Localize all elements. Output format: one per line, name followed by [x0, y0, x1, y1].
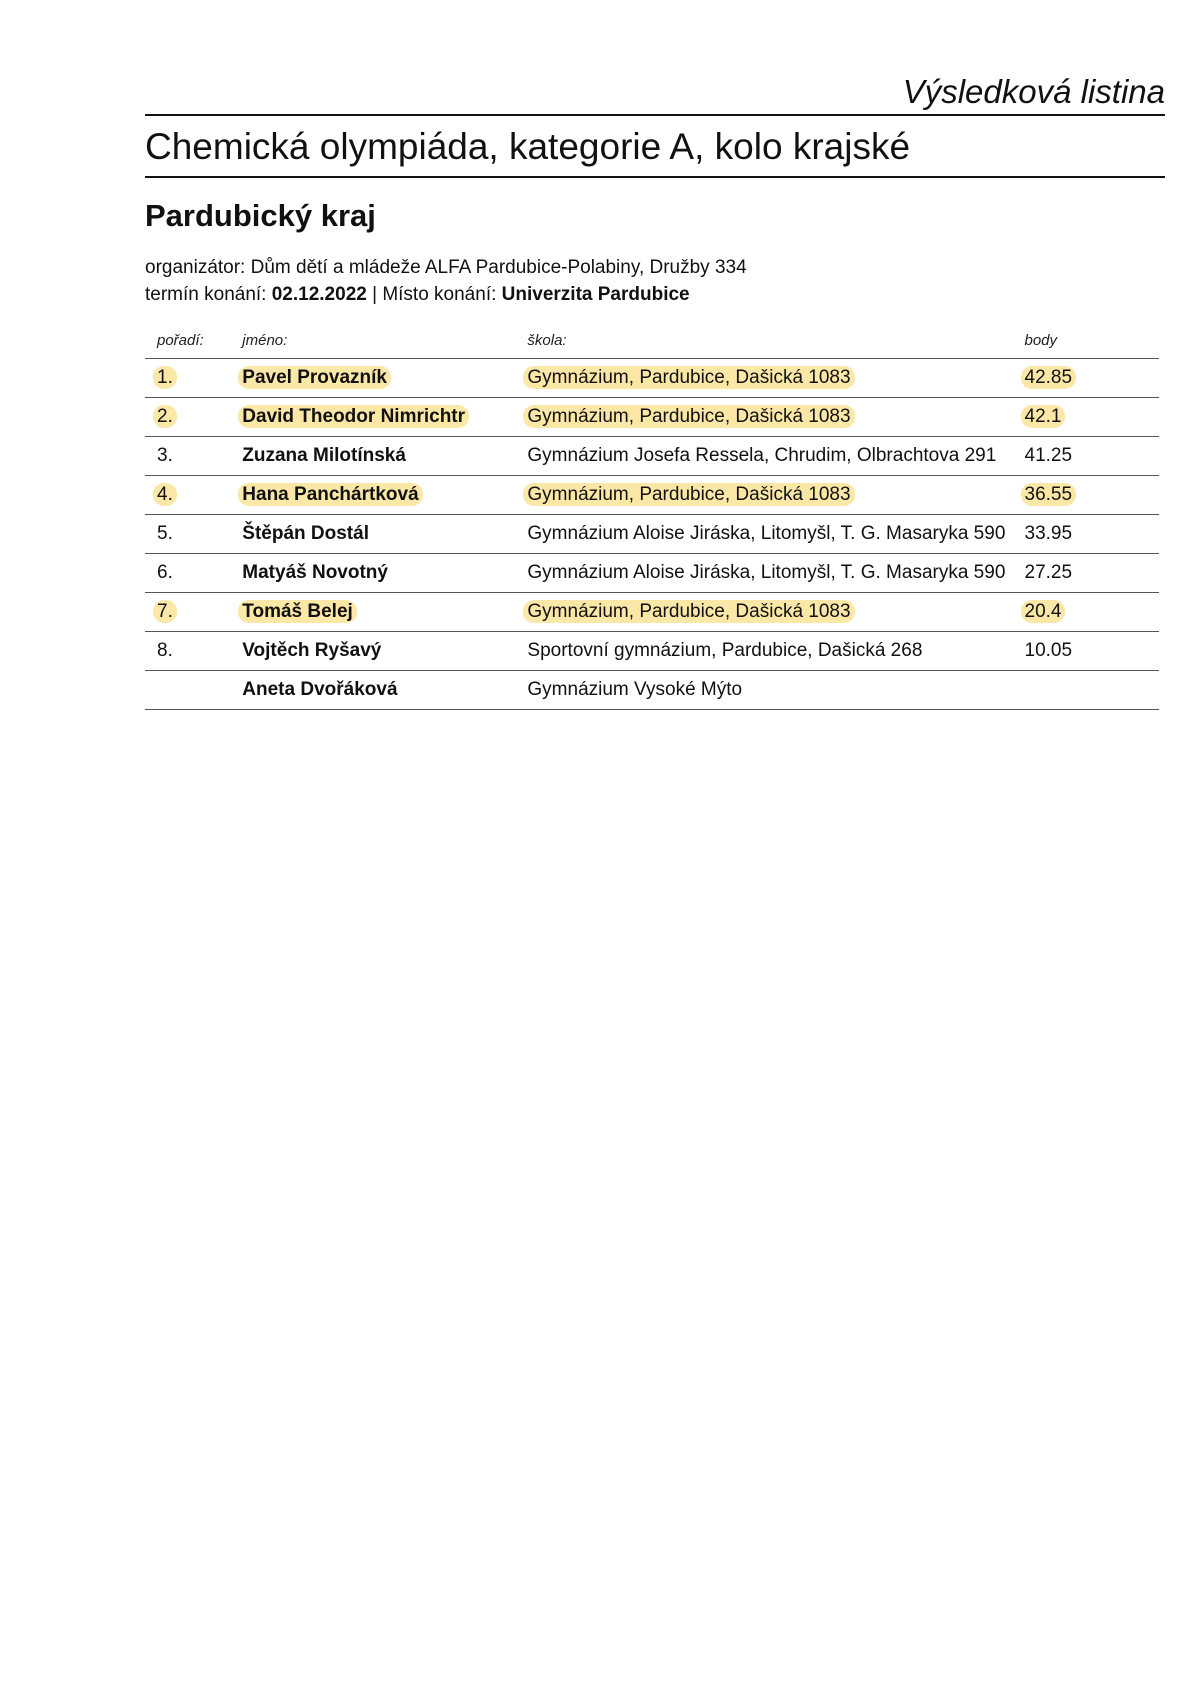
rank-cell — [145, 476, 242, 515]
organizer-label: organizátor: — [145, 257, 251, 278]
school-cell — [527, 554, 1024, 593]
rank-value: 2. — [153, 405, 177, 428]
school-cell — [527, 398, 1024, 437]
school-value: Gymnázium, Pardubice, Dašická 1083 — [523, 600, 854, 623]
name-cell — [242, 632, 527, 671]
table-row — [145, 515, 1159, 554]
school-value: Gymnázium Vysoké Mýto — [527, 679, 743, 700]
points-value: 27.25 — [1024, 562, 1073, 583]
rank-cell — [145, 554, 242, 593]
competition-title: Chemická olympiáda, kategorie A, kolo krajské — [145, 126, 911, 167]
name-cell — [242, 359, 527, 398]
school-cell — [527, 359, 1024, 398]
rank-cell — [145, 593, 242, 632]
venue-value: Univerzita Pardubice — [501, 284, 690, 305]
date-value: 02.12.2022 — [271, 284, 367, 305]
school-cell — [527, 437, 1024, 476]
points-cell — [1025, 593, 1160, 632]
name-cell — [242, 476, 527, 515]
rank-value: 1. — [153, 366, 177, 389]
points-cell — [1025, 476, 1160, 515]
points-value: 41.25 — [1024, 445, 1073, 466]
rank-cell — [145, 398, 242, 437]
points-value: 33.95 — [1024, 523, 1073, 544]
table-row — [145, 476, 1159, 515]
points-cell — [1025, 632, 1160, 671]
points-value: 10.05 — [1024, 640, 1073, 661]
name-value: Vojtěch Ryšavý — [242, 640, 382, 661]
rank-value: 3. — [157, 445, 173, 466]
name-value: Štěpán Dostál — [242, 523, 369, 544]
date-venue-line — [145, 281, 747, 308]
name-cell — [242, 515, 527, 554]
points-cell — [1025, 359, 1160, 398]
points-cell — [1025, 398, 1160, 437]
school-value: Gymnázium Aloise Jiráska, Litomyšl, T. G. Masaryka 590 — [527, 523, 1006, 544]
points-value: 36.55 — [1021, 483, 1077, 506]
rank-cell — [145, 632, 242, 671]
school-cell — [527, 593, 1024, 632]
table-row — [145, 398, 1159, 437]
points-cell — [1025, 515, 1160, 554]
document-type-title: Výsledková listina — [902, 73, 1165, 110]
school-value: Gymnázium, Pardubice, Dašická 1083 — [523, 366, 854, 389]
points-value: 42.85 — [1021, 366, 1077, 389]
name-cell — [242, 437, 527, 476]
rank-value: 5. — [157, 523, 173, 544]
rank-cell — [145, 671, 242, 710]
rank-value: 7. — [153, 600, 177, 623]
name-value: Hana Panchártková — [238, 483, 422, 506]
name-value: Matyáš Novotný — [242, 562, 388, 583]
header-school: škola: — [527, 326, 1024, 359]
table-row — [145, 437, 1159, 476]
venue-label: | Místo konání: — [366, 284, 502, 305]
points-cell — [1025, 671, 1160, 710]
organizer-line — [145, 254, 747, 281]
header-name: jméno: — [242, 326, 527, 359]
rank-cell — [145, 437, 242, 476]
name-cell — [242, 671, 527, 710]
name-value: Zuzana Milotínská — [242, 445, 406, 466]
results-header-row — [145, 326, 1159, 359]
header-rank: pořadí: — [145, 326, 242, 359]
region-heading: Pardubický kraj — [145, 198, 376, 233]
school-cell — [527, 632, 1024, 671]
name-cell — [242, 593, 527, 632]
name-value: Pavel Provazník — [238, 366, 391, 389]
school-cell — [527, 671, 1024, 710]
name-value: David Theodor Nimrichtr — [238, 405, 469, 428]
rank-value: 6. — [157, 562, 173, 583]
points-cell — [1025, 437, 1160, 476]
results-table-body — [145, 359, 1159, 710]
points-value: 42.1 — [1021, 405, 1066, 428]
name-value: Tomáš Belej — [238, 600, 357, 623]
table-row — [145, 359, 1159, 398]
name-value: Aneta Dvořáková — [242, 679, 398, 700]
rank-value: 8. — [157, 640, 173, 661]
school-value: Gymnázium Josefa Ressela, Chrudim, Olbrachtova 291 — [527, 445, 997, 466]
rank-cell — [145, 515, 242, 554]
event-info — [145, 254, 747, 308]
school-value: Gymnázium Aloise Jiráska, Litomyšl, T. G. Masaryka 590 — [527, 562, 1006, 583]
title-bottom-rule — [145, 176, 1165, 178]
rank-cell — [145, 359, 242, 398]
results-table — [145, 326, 1159, 710]
table-row — [145, 671, 1159, 710]
table-row — [145, 632, 1159, 671]
organizer-value: Dům dětí a mládeže ALFA Pardubice-Polabiny, Družby 334 — [250, 257, 747, 278]
school-value: Gymnázium, Pardubice, Dašická 1083 — [523, 483, 854, 506]
date-label: termín konání: — [145, 284, 272, 305]
rank-value: 4. — [153, 483, 177, 506]
title-top-rule — [145, 114, 1165, 116]
school-value: Gymnázium, Pardubice, Dašická 1083 — [523, 405, 854, 428]
table-row — [145, 554, 1159, 593]
header-points: body — [1025, 326, 1160, 359]
table-row — [145, 593, 1159, 632]
school-cell — [527, 476, 1024, 515]
name-cell — [242, 398, 527, 437]
points-cell — [1025, 554, 1160, 593]
name-cell — [242, 554, 527, 593]
school-cell — [527, 515, 1024, 554]
school-value: Sportovní gymnázium, Pardubice, Dašická 268 — [527, 640, 923, 661]
points-value: 20.4 — [1021, 600, 1066, 623]
